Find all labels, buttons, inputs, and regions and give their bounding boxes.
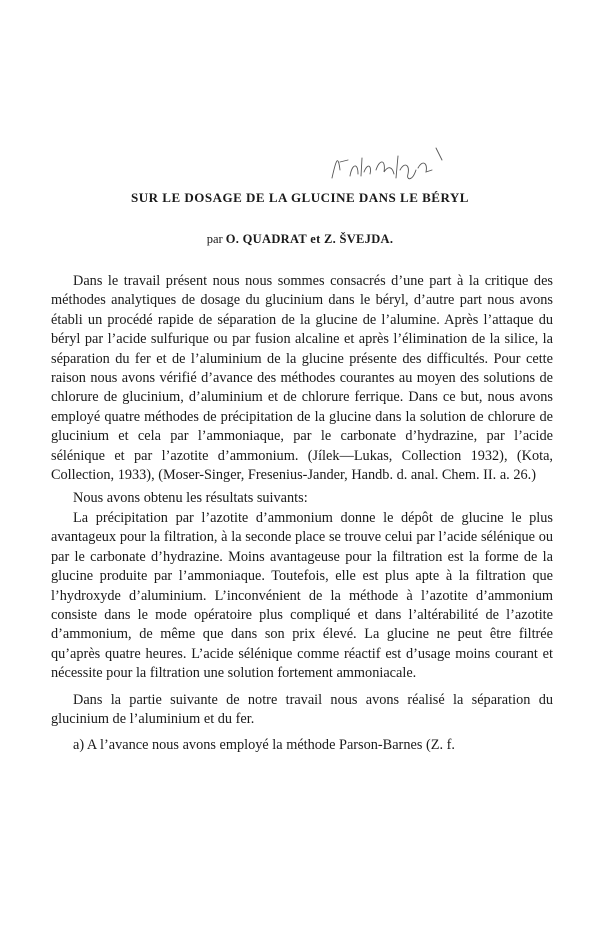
paragraph-method-a: a) A l’avance nous avons employé la méthode Parson-Barnes (Z. f. [73,737,455,754]
article-title: SUR LE DOSAGE DE LA GLUCINE DANS LE BÉRYL [131,190,469,205]
author-names: O. QUADRAT et Z. ŠVEJDA. [225,232,394,246]
paragraph-results-lead: Nous avons obtenu les résultats suivants: [73,490,308,507]
paragraph-results: La précipitation par l’azotite d’ammonium donne le dépôt de glucine le plus avantageux pour la filtration, à la seconde place se trouve celui par l’acide sélénique ou par le carbonate d’hydrazine. Moins avantageuse pour la filtration est la forme de la glucine produite par l’ammoniaque. Toutefois, elle est plus apte à la filtration que l’hydroxyde d’aluminium. L’inconvénient de la méthode à l’azotite d’ammonium consiste dans le mode opératoire plus compliqué et dans l’altérabilité de l’azotite d’ammonium, de même que dans son prix élevé. La glucine ne peut être filtrée qu’après quatre heures. L’acide sélénique comme réactif est d’usage moins courant et nécessite pour la filtration une solution fortement ammoniacale. [51,509,553,682]
handwritten-annotation [328,140,448,185]
author-byline [0,232,600,247]
article-body [51,272,553,756]
paragraph-separation: Dans la partie suivante de notre travail nous avons réalisé la séparation du glucinium de l’aluminium et du fer. [51,691,553,727]
paragraph-intro: Dans le travail présent nous nous sommes consacrés d’une part à la critique des méthodes analytiques de dosage du glucinium dans le béryl, d’autre part nous avons établi un procédé rapide de séparation de la glucine de l’alumine. Après l’attaque du béryl par l’acide sulfurique ou par fusion alcaline et après l’élimination de la silice, la séparation du fer et de l’aluminium de la glucine présente des difficultés. Pour cette raison nous avons vérifié d’avance des méthodes courantes au moyen des solutions de chlorure de glucinium, d’aluminium et de chlorure ferrique. Dans ce but, nous avons employé quatre méthodes de précipitation de la glucine dans la solution de chlorure de glucinium et cela par l’ammoniaque, par le carbonate d’hydrazine, par l’acide sélénique et par l’azotite d’ammonium. (Jílek—Lukas, Collection 1932), (Kota, Collection, 1933), (Moser-Singer, Fresenius-Jander, Handb. d. anal. Chem. II. a. 26.) [51,273,553,484]
byline-prefix: par [206,232,223,246]
